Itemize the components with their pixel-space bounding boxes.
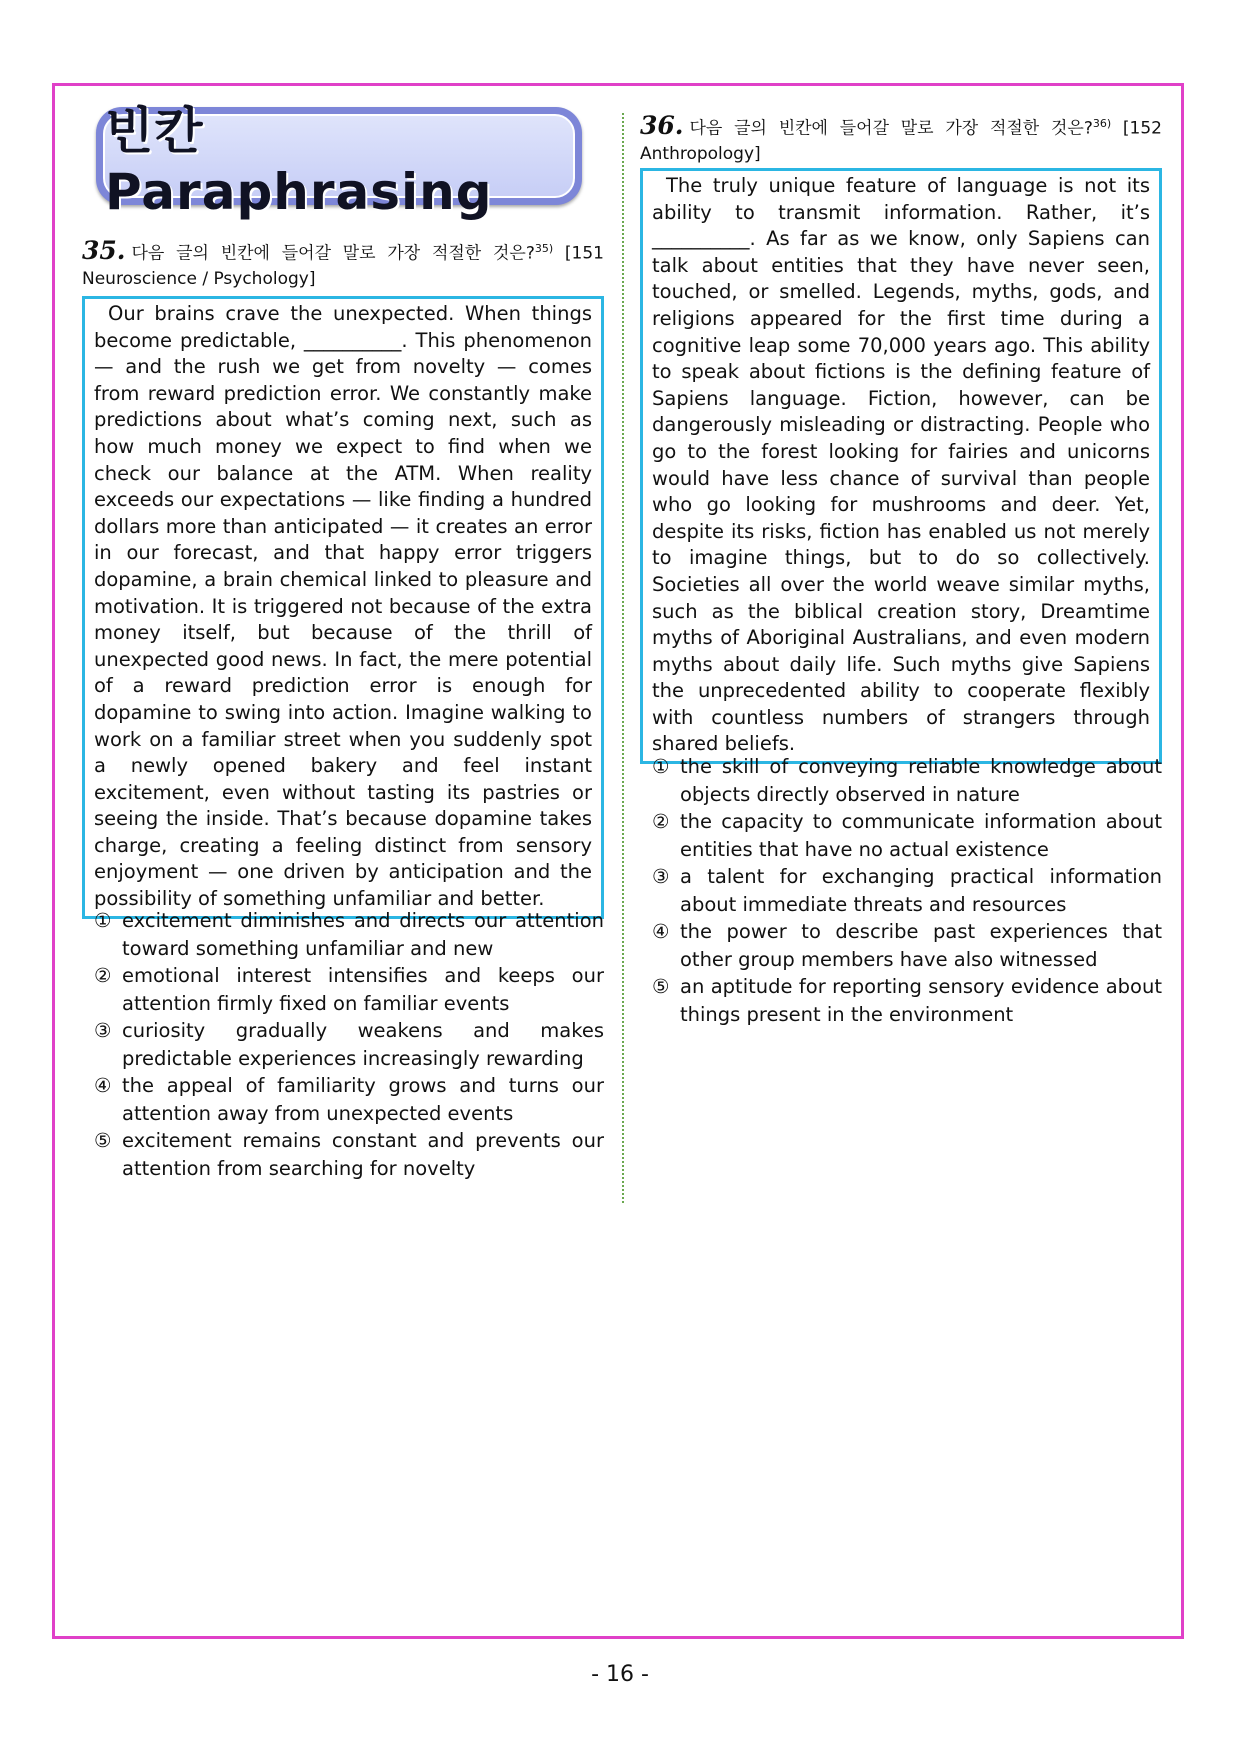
section-banner: [96, 102, 582, 221]
option-1[interactable]: [652, 753, 1162, 808]
option-text: an aptitude for reporting sensory evidence about things present in the environment: [680, 975, 1162, 1026]
question-36-options: [652, 753, 1162, 1028]
section-banner-inner: [103, 102, 575, 221]
question-35-header: [82, 236, 604, 292]
option-marker: ③: [652, 865, 670, 888]
option-2[interactable]: [652, 808, 1162, 863]
question-35-passage-box: [82, 296, 604, 919]
passage-text: The truly unique feature of language is not its ability to transmit information. Rather, it’s __________. As far as we know, only Sapiens can talk about entities that they have never seen, touched, or smelled. Legends, myths, gods, and religions appeared for the first time during a cognitive leap some 70,000 years ago. This ability to speak about fictions is the defining feature of Sapiens language. Fiction, however, can be dangerously misleading or distracting. People who go to the forest looking for fairies and unicorns would have less chance of survival than people who go looking for mushrooms and deer. Yet, despite its risks, fiction has enabled us not merely to imagine things, but to do so collectively. Societies all over the world weave similar myths, such as the biblical creation story, Dreamtime myths of Aboriginal Australians, and even modern myths about daily life. Such myths give Sapiens the unprecedented ability to cooperate flexibly with countless numbers of strangers through shared beliefs.: [652, 174, 1150, 756]
option-text: curiosity gradually weakens and makes predictable experiences increasingly rewarding: [122, 1019, 604, 1070]
footnote-marker: 36): [1092, 117, 1112, 130]
option-text: excitement diminishes and directs our attention toward something unfamiliar and new: [122, 909, 604, 960]
option-5[interactable]: [652, 973, 1162, 1028]
question-prompt: 다음 글의 빈칸에 들어갈 말로 가장 적절한 것은?: [131, 243, 535, 264]
option-text: the power to describe past experiences that other group members have also witnessed: [680, 920, 1162, 971]
option-marker: ①: [94, 909, 112, 932]
question-number: 36.: [640, 110, 684, 140]
option-text: emotional interest intensifies and keeps our attention firmly fixed on familiar events: [122, 964, 604, 1015]
option-marker: ⑤: [94, 1129, 112, 1152]
option-5[interactable]: [94, 1127, 604, 1182]
column-divider: [622, 113, 624, 1203]
question-source: [152 Anthropology]: [640, 118, 1162, 164]
option-3[interactable]: [94, 1017, 604, 1072]
option-marker: ④: [94, 1074, 112, 1097]
question-source: [151 Neuroscience / Psychology]: [82, 243, 604, 289]
option-marker: ②: [94, 964, 112, 987]
option-4[interactable]: [652, 918, 1162, 973]
option-text: excitement remains constant and prevents our attention from searching for novelty: [122, 1129, 604, 1180]
option-text: a talent for exchanging practical information about immediate threats and resources: [680, 865, 1162, 916]
option-3[interactable]: [652, 863, 1162, 918]
question-prompt: 다음 글의 빈칸에 들어갈 말로 가장 적절한 것은?: [689, 118, 1093, 139]
option-marker: ③: [94, 1019, 112, 1042]
option-text: the skill of conveying reliable knowledge about objects directly observed in nature: [680, 755, 1162, 806]
option-text: the capacity to communicate information about entities that have no actual existence: [680, 810, 1162, 861]
section-title: 빈칸 Paraphrasing: [105, 102, 493, 221]
question-36-passage-box: [640, 168, 1162, 764]
page-number: - 16 -: [591, 1662, 649, 1687]
question-number: 35.: [82, 235, 126, 265]
footnote-marker: 35): [534, 242, 554, 255]
option-marker: ⑤: [652, 975, 670, 998]
option-marker: ①: [652, 755, 670, 778]
option-1[interactable]: [94, 907, 604, 962]
question-36-header: [640, 111, 1162, 167]
option-4[interactable]: [94, 1072, 604, 1127]
question-35-options: [94, 907, 604, 1182]
option-marker: ④: [652, 920, 670, 943]
passage-text: Our brains crave the unexpected. When things become predictable, __________. This phenomenon — and the rush we get from novelty — comes from reward prediction error. We constantly make predictions about what’s coming next, such as how much money we expect to find when we check our balance at the ATM. When reality exceeds our expectations — like finding a hundred dollars more than anticipated — it creates an error in our forecast, and that happy error triggers dopamine, a brain chemical linked to pleasure and motivation. It is triggered not because of the extra money itself, but because of the thrill of unexpected good news. In fact, the mere potential of a reward prediction error is enough for dopamine to swing into action. Imagine walking to work on a familiar street when you suddenly spot a newly opened bakery and feel instant excitement, even without tasting its pastries or seeing the inside. That’s because dopamine takes charge, creating a feeling distinct from sensory enjoyment — one driven by anticipation and the possibility of something unfamiliar and better.: [94, 302, 592, 911]
option-2[interactable]: [94, 962, 604, 1017]
option-text: the appeal of familiarity grows and turns our attention away from unexpected events: [122, 1074, 604, 1125]
option-marker: ②: [652, 810, 670, 833]
